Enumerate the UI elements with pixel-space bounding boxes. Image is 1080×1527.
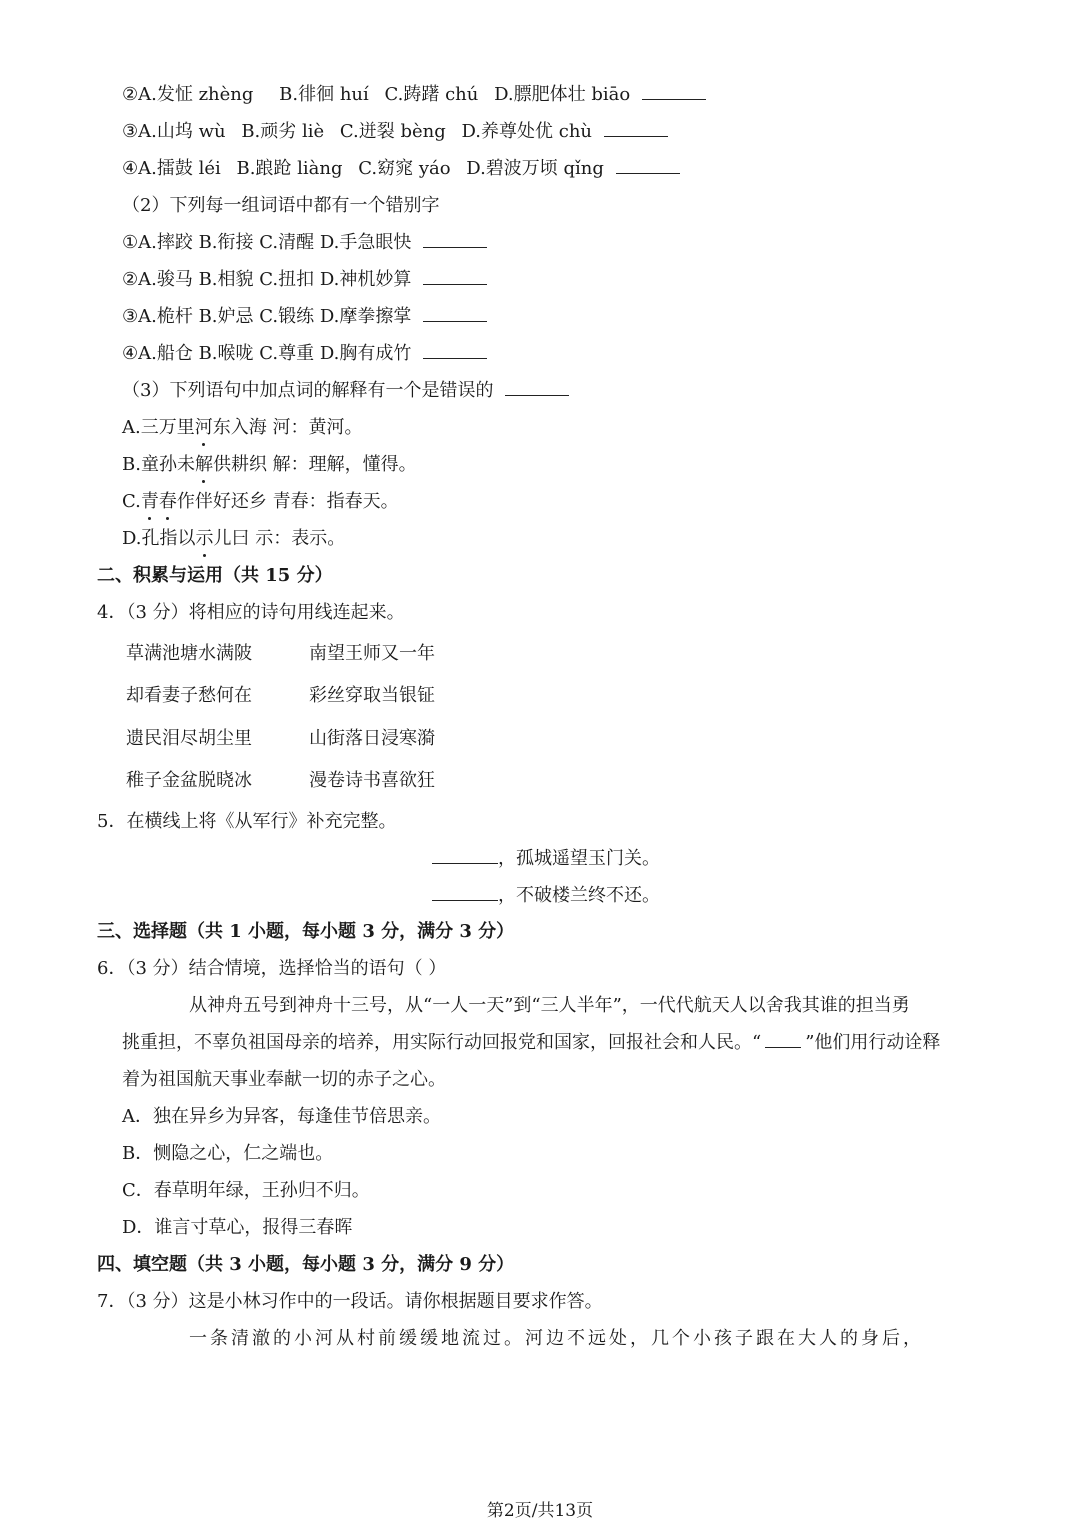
q3-b-pre: B.童孙未 (122, 454, 195, 475)
q5-line2-text: ，不破楼兰终不还。 (498, 885, 660, 906)
q3-title (122, 379, 569, 403)
q4-right-3[interactable]: 山街落日浸寒漪 (309, 728, 435, 749)
q7-passage: 一条清澈的小河从村前缓缓地流过。河边不远处，几个小孩子跟在大人的身后， (189, 1328, 924, 1349)
q1-item3-c: C.迸裂 bèng (339, 121, 446, 142)
q3-b-post: 供耕织 解：理解，懂得。 (212, 454, 417, 475)
answer-blank[interactable] (423, 231, 487, 248)
q7-title: 7．（3 分）这是小林习作中的一段话。请你根据题目要求作答。 (97, 1291, 603, 1312)
answer-blank[interactable] (616, 157, 680, 174)
section4-heading: 四、填空题（共 3 小题，每小题 3 分，满分 9 分） (97, 1254, 515, 1275)
section2-heading: 二、积累与运用（共 15 分） (97, 565, 333, 586)
q6-passage2a: 挑重担，不辜负祖国母亲的培养，用实际行动回报党和国家，回报社会和人民。“ (122, 1032, 762, 1053)
q3-option-b (122, 453, 417, 477)
q6-option-d[interactable]: D．谁言寸草心，报得三春晖 (122, 1217, 353, 1238)
q3-option-a (122, 416, 362, 440)
q6-passage2b: ”他们用行动诠释 (805, 1032, 941, 1053)
q1-item4 (122, 157, 680, 181)
q2-item4-text: ④A.船仓 B.喉咙 C.尊重 D.胸有成竹 (122, 343, 412, 364)
dotted-char: 青 (140, 491, 159, 512)
q3-c-post: 作伴好还乡 青春：指春天。 (176, 491, 399, 512)
q6-option-c[interactable]: C．春草明年绿，王孙归不归。 (122, 1180, 370, 1201)
q1-item4-c: C.窈窕 yáo (358, 158, 451, 179)
q4-right-1[interactable]: 南望王师又一年 (309, 643, 435, 664)
q4-left-4[interactable]: 稚子金盆脱晓冰 (126, 770, 252, 791)
page-number: 第2页/共13页 (486, 1501, 594, 1521)
q2-item1 (122, 231, 487, 255)
answer-blank[interactable] (505, 379, 569, 396)
q1-item3-d: D.养尊处优 chù (461, 121, 593, 142)
q5-line2 (432, 884, 660, 908)
q2-title: （2）下列每一组词语中都有一个错别字 (122, 195, 440, 216)
dotted-char: 河 (194, 417, 213, 438)
q2-item2-text: ②A.骏马 B.相貌 C.扭扣 D.神机妙算 (122, 269, 412, 290)
q2-item1-text: ①A.摔跤 B.衔接 C.清醒 D.手急眼快 (122, 232, 412, 253)
q6-title: 6．（3 分）结合情境，选择恰当的语句（ ） (97, 958, 447, 979)
answer-blank[interactable] (423, 268, 487, 285)
q3-a-pre: A.三万里 (122, 417, 195, 438)
q3-d-post: 儿曰 示：表示。 (213, 528, 346, 549)
answer-blank[interactable] (432, 847, 498, 864)
q5-line1-text: ，孤城遥望玉门关。 (498, 848, 660, 869)
q6-passage-line3: 着为祖国航天事业奉献一切的赤子之心。 (122, 1069, 446, 1090)
q3-option-c (122, 490, 399, 514)
q1-item4-b: B.踉跄 liàng (236, 158, 343, 179)
q4-left-2[interactable]: 却看妻子愁何在 (126, 685, 252, 706)
q3-a-post: 东入海 河：黄河。 (212, 417, 363, 438)
q5-line1 (432, 847, 660, 871)
q6-option-b[interactable]: B．恻隐之心，仁之端也。 (122, 1143, 334, 1164)
q3-title-text: （3）下列语句中加点词的解释有一个是错误的 (122, 380, 494, 401)
q3-c-pre: C. (122, 491, 141, 512)
q2-item2 (122, 268, 487, 292)
q1-item2-c: C.踌躇 chú (384, 84, 479, 105)
q3-d-pre: D.孔指以 (122, 528, 196, 549)
answer-blank[interactable] (604, 120, 668, 137)
q6-option-a[interactable]: A．独在异乡为异客，每逢佳节倍思亲。 (122, 1106, 441, 1127)
q2-item4 (122, 342, 487, 366)
q1-item4-d: D.碧波万顷 qǐng (466, 158, 604, 179)
q1-item3-a: ③A.山坞 wù (122, 121, 226, 142)
dotted-char: 解 (194, 454, 213, 475)
q3-option-d (122, 527, 345, 551)
q1-item3 (122, 120, 668, 144)
q2-item3-text: ③A.桅杆 B.妒忌 C.锻练 D.摩拳擦掌 (122, 306, 412, 327)
q1-item2-a: ②A.发怔 zhèng (122, 84, 254, 105)
q6-passage-line2 (122, 1031, 940, 1055)
q1-item2 (122, 83, 706, 107)
section3-heading: 三、选择题（共 1 小题，每小题 3 分，满分 3 分） (97, 921, 515, 942)
answer-blank[interactable] (423, 305, 487, 322)
q4-left-1[interactable]: 草满池塘水满陂 (126, 643, 252, 664)
q6-passage-line1: 从神舟五号到神舟十三号，从“一人一天”到“三人半年”，一代代航天人以舍我其谁的担当勇 (189, 995, 910, 1016)
q4-right-4[interactable]: 漫卷诗书喜欲狂 (309, 770, 435, 791)
q1-item4-a: ④A.擂鼓 léi (122, 158, 221, 179)
q4-title: 4．（3 分）将相应的诗句用线连起来。 (97, 602, 405, 623)
q1-item3-b: B.顽劣 liè (241, 121, 325, 142)
answer-blank[interactable] (642, 83, 706, 100)
answer-blank[interactable] (432, 884, 498, 901)
answer-blank[interactable] (423, 342, 487, 359)
answer-blank[interactable] (765, 1031, 801, 1048)
q2-item3 (122, 305, 487, 329)
dotted-char: 春 (158, 491, 177, 512)
q5-title: 5．在横线上将《从军行》补充完整。 (97, 811, 397, 832)
q4-left-3[interactable]: 遗民泪尽胡尘里 (126, 728, 252, 749)
q1-item2-b: B.徘徊 huí (279, 84, 369, 105)
q4-right-2[interactable]: 彩丝穿取当银钲 (309, 685, 435, 706)
q1-item2-d: D.膘肥体壮 biāo (494, 84, 631, 105)
dotted-char: 示 (195, 528, 214, 549)
